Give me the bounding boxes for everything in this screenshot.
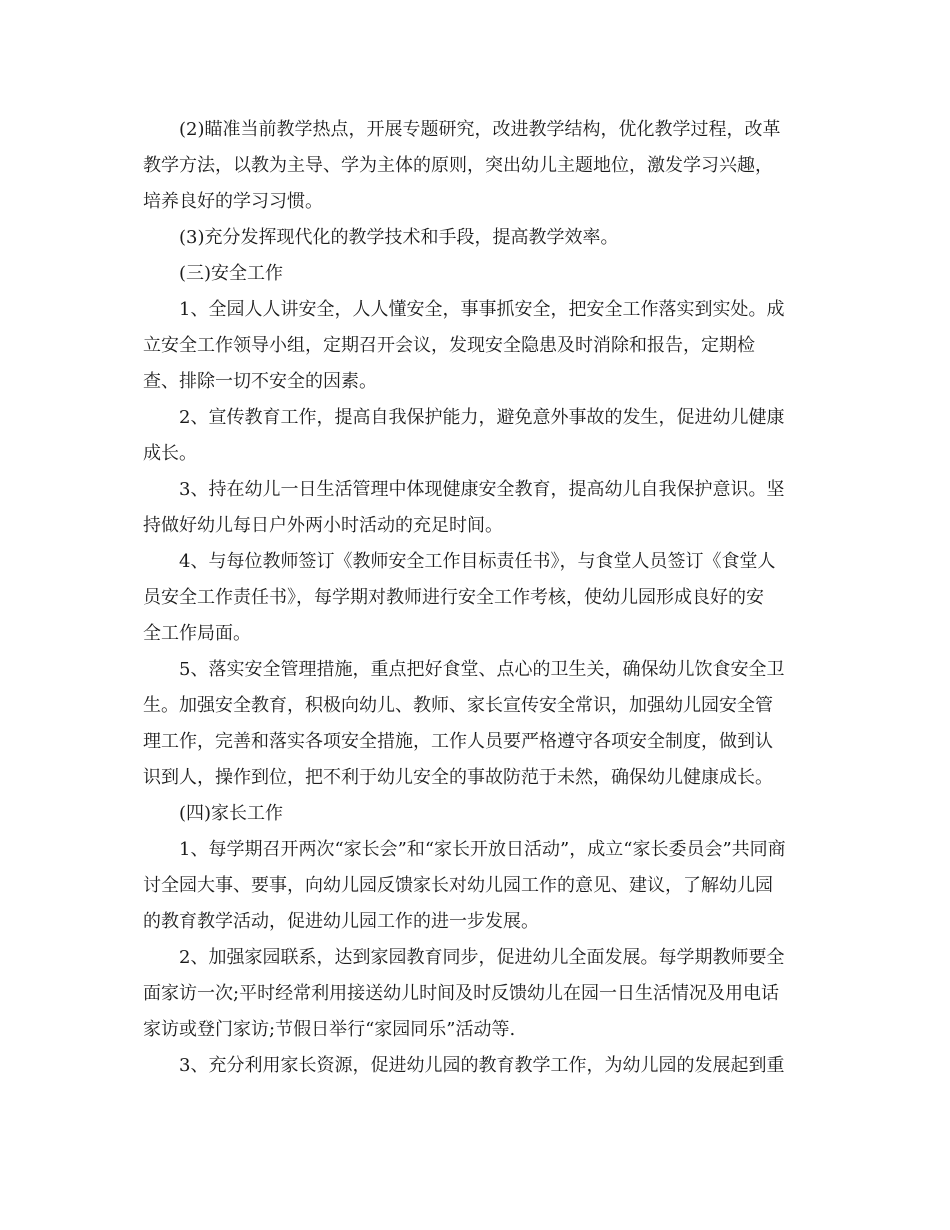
text-line: 全工作局面。 [143,623,251,644]
text-line: 的教育教学活动，促进幼儿园工作的进一步发展。 [143,911,539,932]
text-line: 查、排除一切不安全的因素。 [143,371,377,392]
text-line: 4、与每位教师签订《教师安全工作目标责任书》，与食堂人员签订《食堂人 [179,551,776,572]
text-line: (四)家长工作 [179,803,284,824]
paragraph [143,256,807,292]
text-line: 立安全工作领导小组，定期召开会议，发现安全隐患及时消除和报告，定期检 [143,335,755,356]
text-line: 培养良好的学习习惯。 [143,191,323,212]
text-line: 5、落实安全管理措施，重点把好食堂、点心的卫生关，确保幼儿饮食安全卫 [179,659,785,680]
text-line: (2)瞄准当前教学热点，开展专题研究，改进教学结构，优化教学过程，改革 [179,119,781,140]
text-line: 家访或登门家访;节假日举行“家园同乐”活动等. [143,1019,516,1040]
text-line: 理工作，完善和落实各项安全措施，工作人员要严格遵守各项安全制度，做到认 [143,731,773,752]
paragraph [143,544,807,652]
text-line: 3、充分利用家长资源，促进幼儿园的教育教学工作，为幼儿园的发展起到重 [179,1055,785,1076]
text-line: (三)安全工作 [179,263,284,284]
text-line: 1、全园人人讲安全，人人懂安全，事事抓安全，把安全工作落实到实处。成 [179,299,785,320]
text-line: 成长。 [143,443,197,464]
paragraph [143,940,807,1048]
text-line: 2、加强家园联系，达到家园教育同步，促进幼儿全面发展。每学期教师要全 [179,947,785,968]
text-line: 教学方法，以教为主导、学为主体的原则，突出幼儿主题地位，激发学习兴趣， [143,155,773,176]
paragraph [143,1048,807,1084]
text-line: 生。加强安全教育，积极向幼儿、教师、家长宣传安全常识，加强幼儿园安全管 [143,695,773,716]
text-line: 识到人，操作到位，把不利于幼儿安全的事故防范于未然，确保幼儿健康成长。 [143,767,773,788]
paragraph [143,472,807,544]
paragraph [143,292,807,400]
paragraph [143,832,807,940]
document-body [143,112,807,1084]
text-line: 1、每学期召开两次“家长会”和“家长开放日活动”，成立“家长委员会”共同商 [179,839,786,860]
paragraph [143,796,807,832]
text-line: 员安全工作责任书》，每学期对教师进行安全工作考核，使幼儿园形成良好的安 [143,587,764,608]
text-line: 3、持在幼儿一日生活管理中体现健康安全教育，提高幼儿自我保护意识。坚 [179,479,785,500]
text-line: 讨全园大事、要事，向幼儿园反馈家长对幼儿园工作的意见、建议，了解幼儿园 [143,875,773,896]
paragraph [143,400,807,472]
text-line: (3)充分发挥现代化的教学技术和手段，提高教学效率。 [179,227,619,248]
text-line: 2、宣传教育工作，提高自我保护能力，避免意外事故的发生，促进幼儿健康 [179,407,785,428]
paragraph [143,652,807,796]
text-line: 持做好幼儿每日户外两小时活动的充足时间。 [143,515,503,536]
text-line: 面家访一次;平时经常利用接送幼儿时间及时反馈幼儿在园一日生活情况及用电话 [143,983,780,1004]
paragraph [143,112,807,220]
paragraph [143,220,807,256]
